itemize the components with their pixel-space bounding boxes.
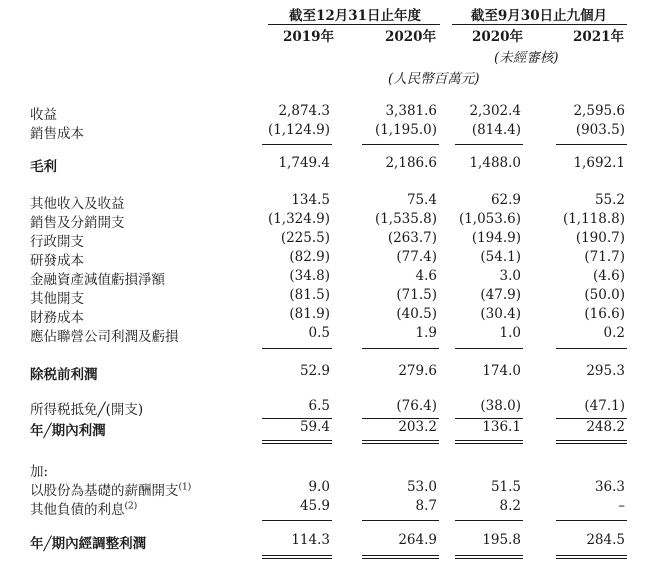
row-label: 其他收入及收益 — [30, 196, 125, 212]
row-label: 銷售及分銷開支 — [30, 215, 125, 231]
table-row-profit-for-period — [0, 419, 658, 438]
year-header-2021-9m: 2021年 — [573, 29, 625, 45]
cell-2021-9m: (4.6) — [592, 268, 625, 284]
total-double-rule — [362, 555, 439, 559]
row-label: 其他開支 — [30, 291, 84, 307]
subtotal-rule — [362, 144, 439, 145]
cell-2020-9m: 3.0 — [499, 268, 521, 284]
period-header-fy: 截至12月31日止年度 — [288, 8, 422, 24]
table-row-income-tax — [0, 398, 658, 417]
cell-2020-fy: 4.6 — [415, 268, 437, 284]
subtotal-rule — [455, 144, 523, 145]
cell-2020-9m: 174.0 — [482, 363, 521, 379]
cell-2020-fy: 53.0 — [406, 479, 437, 495]
year-header-2020-9m: 2020年 — [472, 29, 524, 45]
cell-2021-9m: (47.1) — [584, 398, 625, 414]
cell-2020-9m: (1,053.6) — [458, 211, 521, 227]
cell-2020-9m: 195.8 — [482, 532, 521, 548]
table-row-share-based-comp — [0, 479, 658, 498]
row-label: 以股份為基礎的薪酬開支$^{(1)}$ — [30, 482, 192, 499]
row-label: 除税前利潤 — [30, 367, 98, 383]
total-double-rule — [362, 440, 439, 444]
table-row-selling-expenses — [0, 211, 658, 230]
cell-2020-9m: 2,302.4 — [469, 103, 521, 119]
cell-2021-9m: – — [618, 498, 625, 514]
cell-2019: (82.9) — [289, 249, 330, 265]
cell-2021-9m: 284.5 — [586, 532, 625, 548]
cell-2019: (225.5) — [280, 230, 330, 246]
subtotal-rule — [362, 348, 439, 349]
cell-2020-fy: 75.4 — [406, 192, 437, 208]
table-row-share-of-associates — [0, 325, 658, 344]
cell-2019: 9.0 — [308, 479, 330, 495]
total-double-rule — [262, 555, 332, 559]
subtotal-rule — [556, 144, 627, 145]
cell-2019: 134.5 — [291, 192, 330, 208]
cell-2020-fy: 279.6 — [398, 363, 437, 379]
cell-2019: (34.8) — [289, 268, 330, 284]
subtotal-rule — [262, 520, 332, 521]
year-header-2019: 2019年 — [283, 29, 335, 45]
cell-2019: 1,749.4 — [278, 155, 330, 171]
table-row-impairment — [0, 268, 658, 287]
row-label: 應佔聯營公司利潤及虧損 — [30, 329, 179, 345]
cell-2020-fy: 3,381.6 — [385, 103, 437, 119]
cell-2020-fy: 203.2 — [398, 419, 437, 435]
row-label: 所得税抵免╱(開支) — [30, 402, 144, 418]
row-label: 毛利 — [30, 159, 57, 175]
year-header-2020-fy: 2020年 — [385, 29, 437, 45]
table-row-rnd-costs — [0, 249, 658, 268]
period-header-9m: 截至9月30日止九個月 — [470, 8, 608, 24]
unaudited-note: (未經審核) — [494, 50, 559, 66]
total-double-rule — [556, 555, 627, 559]
footnote-marker: (2) — [124, 501, 138, 512]
cell-2021-9m: (50.0) — [584, 287, 625, 303]
subtotal-rule — [362, 520, 439, 521]
cell-2021-9m: (71.7) — [584, 249, 625, 265]
cell-2020-9m: (54.1) — [480, 249, 521, 265]
cell-2020-fy: (71.5) — [396, 287, 437, 303]
cell-2020-fy: (1,195.0) — [374, 122, 437, 138]
table-row-add — [0, 460, 658, 479]
table-row-other-income — [0, 192, 658, 211]
cell-2019: (1,324.9) — [267, 211, 330, 227]
subtotal-rule — [455, 348, 523, 349]
table-row-interest-other-liabilities — [0, 498, 658, 517]
cell-2021-9m: 0.2 — [603, 325, 625, 341]
table-row-cost-of-sales — [0, 122, 658, 141]
cell-2020-9m: (194.9) — [471, 230, 521, 246]
cell-2020-9m: (38.0) — [480, 398, 521, 414]
cell-2019: 114.3 — [291, 532, 330, 548]
cell-2020-fy: (76.4) — [396, 398, 437, 414]
table-row-admin-expenses — [0, 230, 658, 249]
cell-2020-9m: 8.2 — [499, 498, 521, 514]
row-label: 加: — [30, 464, 49, 480]
cell-2021-9m: 55.2 — [594, 192, 625, 208]
cell-2020-9m: 136.1 — [482, 419, 521, 435]
total-double-rule — [455, 555, 523, 559]
cell-2020-fy: 2,186.6 — [385, 155, 437, 171]
subtotal-rule — [556, 348, 627, 349]
total-double-rule — [556, 440, 627, 444]
cell-2019: 52.9 — [299, 363, 330, 379]
cell-2021-9m: (16.6) — [584, 306, 625, 322]
row-label: 研發成本 — [30, 253, 84, 269]
cell-2020-9m: (814.4) — [471, 122, 521, 138]
table-row-other-expenses — [0, 287, 658, 306]
subtotal-rule — [262, 348, 332, 349]
table-row-profit-before-tax — [0, 363, 658, 382]
subtotal-rule — [556, 520, 627, 521]
cell-2020-fy: (40.5) — [396, 306, 437, 322]
cell-2019: (81.5) — [289, 287, 330, 303]
cell-2020-9m: 62.9 — [490, 192, 521, 208]
row-label: 財務成本 — [30, 310, 84, 326]
cell-2020-9m: (47.9) — [480, 287, 521, 303]
cell-2021-9m: (1,118.8) — [562, 211, 625, 227]
cell-2020-fy: 8.7 — [415, 498, 437, 514]
subtotal-rule — [455, 520, 523, 521]
footnote-marker: (1) — [178, 482, 192, 493]
cell-2021-9m: (190.7) — [575, 230, 625, 246]
cell-2020-fy: (263.7) — [387, 230, 437, 246]
cell-2021-9m: 295.3 — [586, 363, 625, 379]
row-label: 其他負債的利息$^{(2)}$ — [30, 501, 138, 518]
subtotal-rule — [262, 144, 332, 145]
table-row-revenue — [0, 103, 658, 122]
table-row-adjusted-profit — [0, 532, 658, 551]
cell-2019: 2,874.3 — [278, 103, 330, 119]
cell-2020-fy: 1.9 — [415, 325, 437, 341]
cell-2021-9m: 2,595.6 — [573, 103, 625, 119]
cell-2021-9m: 1,692.1 — [573, 155, 625, 171]
cell-2019: 59.4 — [299, 419, 330, 435]
cell-2020-fy: (1,535.8) — [374, 211, 437, 227]
cell-2020-9m: (30.4) — [480, 306, 521, 322]
row-label: 年╱期內經調整利潤 — [30, 536, 147, 552]
cell-2020-fy: 264.9 — [398, 532, 437, 548]
cell-2019: 0.5 — [308, 325, 330, 341]
cell-2021-9m: 36.3 — [594, 479, 625, 495]
row-label: 收益 — [30, 107, 57, 123]
total-double-rule — [262, 440, 332, 444]
table-row-finance-costs — [0, 306, 658, 325]
cell-2019: (81.9) — [289, 306, 330, 322]
cell-2019: 45.9 — [299, 498, 330, 514]
cell-2020-9m: 1,488.0 — [469, 155, 521, 171]
cell-2019: 6.5 — [308, 398, 330, 414]
cell-2020-9m: 51.5 — [490, 479, 521, 495]
row-label: 行政開支 — [30, 234, 84, 250]
cell-2020-9m: 1.0 — [499, 325, 521, 341]
cell-2020-fy: (77.4) — [396, 249, 437, 265]
row-label: 銷售成本 — [30, 126, 84, 142]
cell-2019: (1,124.9) — [267, 122, 330, 138]
total-double-rule — [455, 440, 523, 444]
row-label: 年╱期內利潤 — [30, 423, 106, 439]
cell-2021-9m: 248.2 — [586, 419, 625, 435]
cell-2021-9m: (903.5) — [575, 122, 625, 138]
row-label: 金融資產減值虧損淨額 — [30, 272, 165, 288]
currency-unit: (人民幣百萬元) — [388, 71, 480, 87]
